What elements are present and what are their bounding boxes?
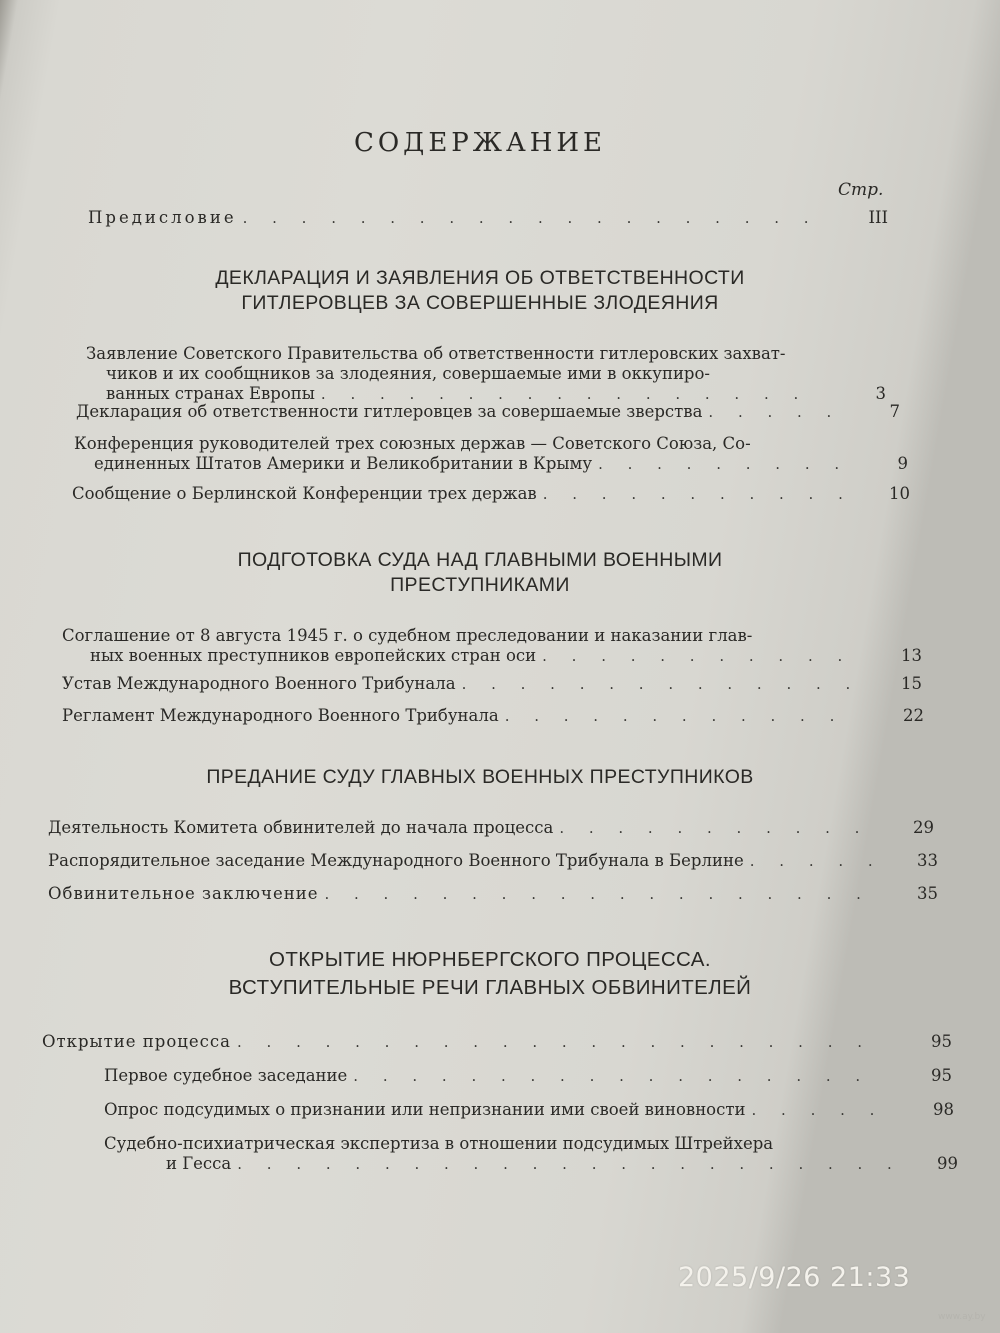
leader-dots (752, 1100, 889, 1120)
page-number: 15 (901, 674, 922, 693)
photo-timestamp: 2025/9/26 21:33 (678, 1262, 911, 1293)
toc-entry: Конференция руководителей трех союзных держав — Советского Союза, Со- единенных Штатов Америки и Великобритании в Крыму . . . 9 (74, 434, 908, 474)
site-watermark: www.ay.by (938, 1312, 986, 1322)
toc-entry: Декларация об ответственности гитлеровцев за совершаемые зверства . . . 7 (76, 402, 900, 422)
pages-column-header: Стр. (838, 180, 884, 200)
leader-dots (750, 851, 872, 871)
toc-entry: Деятельность Комитета обвинителей до начала процесса . . . 29 (48, 818, 934, 838)
leader-dots (243, 208, 822, 228)
toc-entry: Судебно-психиатрическая экспертиза в отношении подсудимых Штрейхера и Гесса . . . 99 (104, 1134, 958, 1174)
toc-entry: Регламент Международного Военного Трибунала . . . 22 (62, 706, 924, 726)
page-number: 13 (901, 646, 922, 665)
toc-entry: Распорядительное заседание Международного Военного Трибунала в Берлине . . . 33 (48, 851, 938, 871)
leader-dots (559, 818, 868, 838)
page-title: СОДЕРЖАНИЕ (353, 128, 607, 158)
toc-entry: Устав Международного Военного Трибунала . . . 15 (62, 674, 922, 694)
page-number: 10 (889, 484, 910, 503)
toc-entry: Сообщение о Берлинской Конференции трех держав . . . 10 (72, 484, 910, 504)
toc-entry: Обвинительное заключение . . . 35 (48, 884, 938, 904)
leader-dots (237, 1154, 892, 1174)
section-heading: ОТКРЫТИЕ НЮРНБЕРГСКОГО ПРОЦЕССА. ВСТУПИТЕЛЬНЫЕ РЕЧИ ГЛАВНЫХ ОБВИНИТЕЛЕЙ (228, 948, 752, 999)
leader-dots (237, 1032, 886, 1052)
page-number: 7 (889, 402, 900, 421)
page-number: 95 (931, 1032, 952, 1051)
leader-dots (353, 1066, 886, 1086)
page-number: 35 (917, 884, 938, 903)
leader-dots (598, 454, 842, 474)
leader-dots (321, 384, 820, 404)
section-heading: ПОДГОТОВКА СУДА НАД ГЛАВНЫМИ ВОЕННЫМИ ПРЕСТУПНИКАМИ (237, 549, 723, 596)
leader-dots (505, 706, 858, 726)
section-heading: ПРЕДАНИЕ СУДУ ГЛАВНЫХ ВОЕННЫХ ПРЕСТУПНИКОВ (206, 766, 754, 788)
leader-dots (462, 674, 856, 694)
entry-label: Предисловие (88, 208, 237, 227)
page-number: 95 (931, 1066, 952, 1085)
page-number: III (868, 208, 888, 227)
page-number: 99 (937, 1154, 958, 1173)
leader-dots (543, 484, 844, 504)
page-number: 33 (917, 851, 938, 870)
toc-entry: Соглашение от 8 августа 1945 г. о судебном преследовании и наказании глав- ных военных преступников европейских стран оси . . . 13 (62, 626, 922, 666)
toc-entry: Первое судебное заседание . . . 95 (104, 1066, 952, 1086)
toc-entry-preface (88, 208, 888, 228)
page-number: 9 (897, 454, 908, 473)
page-number: 3 (875, 384, 886, 403)
page-number: 98 (933, 1100, 954, 1119)
page-number: 29 (913, 818, 934, 837)
leader-dots (708, 402, 834, 422)
page-number: 22 (903, 706, 924, 725)
toc-entry: Опрос подсудимых о признании или непризнании ими своей виновности . . . 98 (104, 1100, 954, 1120)
toc-entry: Заявление Советского Правительства об ответственности гитлеровских захват- чиков и их сообщников за злодеяния, совершаемые ими в оккупиро- ванных странах Европы . . . 3 (76, 344, 886, 404)
section-heading: ДЕКЛАРАЦИЯ И ЗАЯВЛЕНИЯ ОБ ОТВЕТСТВЕННОСТИ ГИТЛЕРОВЦЕВ ЗА СОВЕРШЕННЫЕ ЗЛОДЕЯНИЯ (215, 267, 745, 314)
leader-dots (324, 884, 872, 904)
leader-dots (542, 646, 856, 666)
toc-entry: Открытие процесса . . . 95 (42, 1032, 952, 1052)
